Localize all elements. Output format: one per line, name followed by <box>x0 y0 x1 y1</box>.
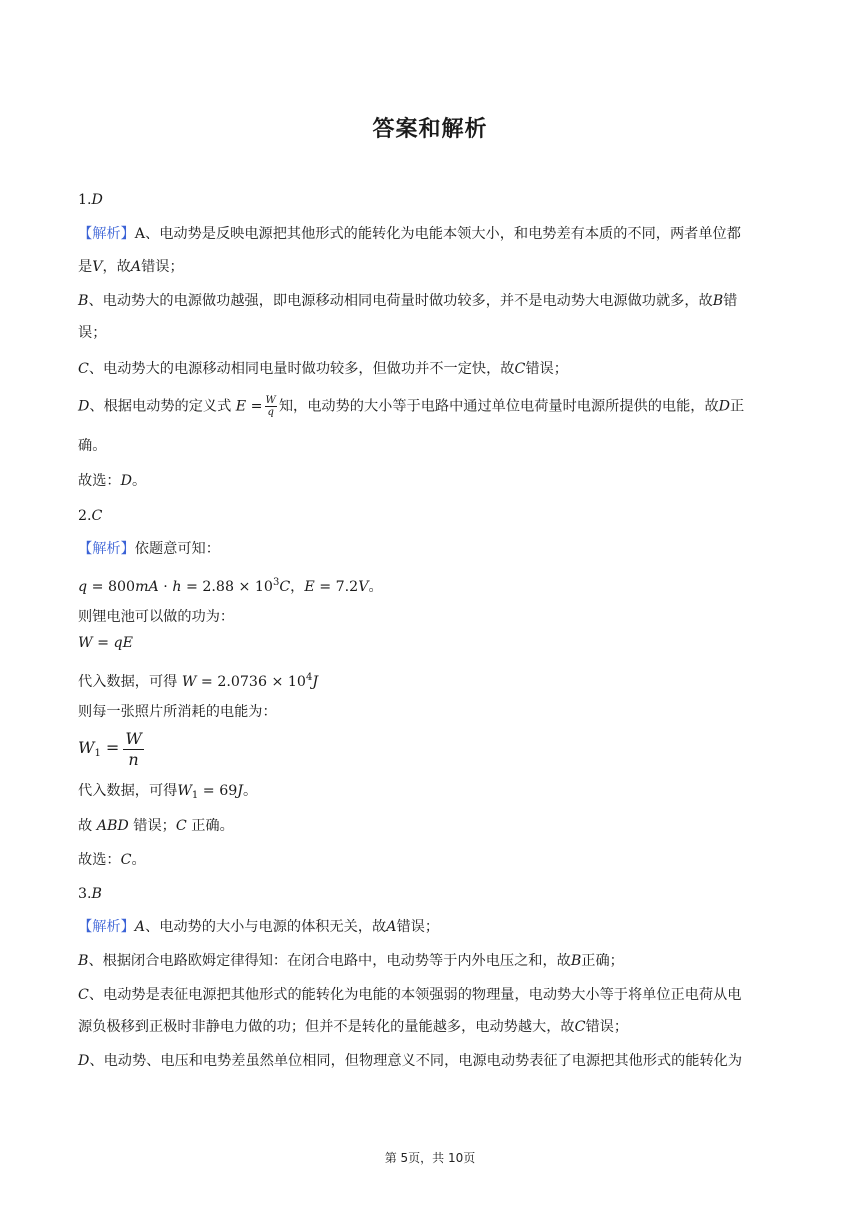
q1-line-4: 误； <box>78 325 107 341</box>
q1-heading: 1.D <box>78 192 103 208</box>
q3-line-1: 【解析】A、电动势的大小与电源的体积无关，故A错误； <box>78 919 440 935</box>
q1-line-2: 是V，故A错误； <box>78 259 184 275</box>
q3-line-2: B、根据闭合电路欧姆定律得知：在闭合电路中，电动势等于内外电压之和，故B正确； <box>78 953 624 969</box>
q1-line-1: 【解析】A、电动势是反映电源把其他形式的能转化为电能本领大小，和电势差有本质的不同，两者单位都 <box>78 226 741 242</box>
q2-line-5: 代入数据，可得 $W = 2.0736 \times 10^4J$ <box>78 672 318 690</box>
q2-line-3: 则锂电池可以做的功为： <box>78 609 235 625</box>
q1-answer-line: 故选：D。 <box>78 473 147 489</box>
q2-line-1: 【解析】依题意可知： <box>78 541 220 557</box>
fraction-w-over-n: $\frac{W}{n}$ <box>125 728 142 769</box>
jiexi-label: 【解析】 <box>78 919 135 935</box>
jiexi-label: 【解析】 <box>78 226 135 242</box>
fraction-w-over-q: $\frac{W}{q}$ <box>265 395 276 418</box>
jiexi-label: 【解析】 <box>78 541 135 557</box>
q2-line-2: $q = 800mA \cdot h = 2.88 \times 10^3C$，E = 7.2V。 <box>78 577 383 595</box>
q2-line-8: 代入数据，可得$W_1 = 69J$。 <box>78 783 258 801</box>
q3-heading: 3.B <box>78 886 102 902</box>
q1-line-5: C、电动势大的电源移动相同电量时做功较多，但做功并不一定快，故C错误； <box>78 361 568 377</box>
q1-line-3: B、电动势大的电源做功越强，即电源移动相同电荷量时做功较多，并不是电动势大电源做功就多，故B错 <box>78 293 738 309</box>
q2-heading: 2.C <box>78 508 103 524</box>
q1-line-7: 确。 <box>78 438 107 454</box>
q2-answer-line: 故选：C。 <box>78 852 146 868</box>
q2-line-7: $W_1$ = $\frac{W}{n}$ <box>78 728 142 769</box>
q2-line-6: 则每一张照片所消耗的电能为： <box>78 704 277 720</box>
q3-line-4: 源负极移到正极时非静电力做的功；但并不是转化的量能越多，电动势越大，故C错误； <box>78 1019 629 1035</box>
q2-line-9: 故 ABD 错误；C 正确。 <box>78 818 234 834</box>
q2-line-4: W = qE <box>78 635 133 651</box>
q3-line-5: D、电动势、电压和电势差虽然单位相同，但物理意义不同，电源电动势表征了电源把其他形式的能转化为 <box>78 1053 743 1069</box>
q1-line-6: D、根据电动势的定义式 E = $\frac{W}{q}$ 知，电动势的大小等于电路中通过单位电荷量时电源所提供的电能，故D正 <box>78 395 745 418</box>
page-footer: 第 5页，共 10页 <box>384 1151 476 1165</box>
q3-line-3: C、电动势是表征电源把其他形式的能转化为电能的本领强弱的物理量，电动势大小等于将单位正电荷从电 <box>78 987 742 1003</box>
page-title: 答案和解析 <box>372 117 488 142</box>
